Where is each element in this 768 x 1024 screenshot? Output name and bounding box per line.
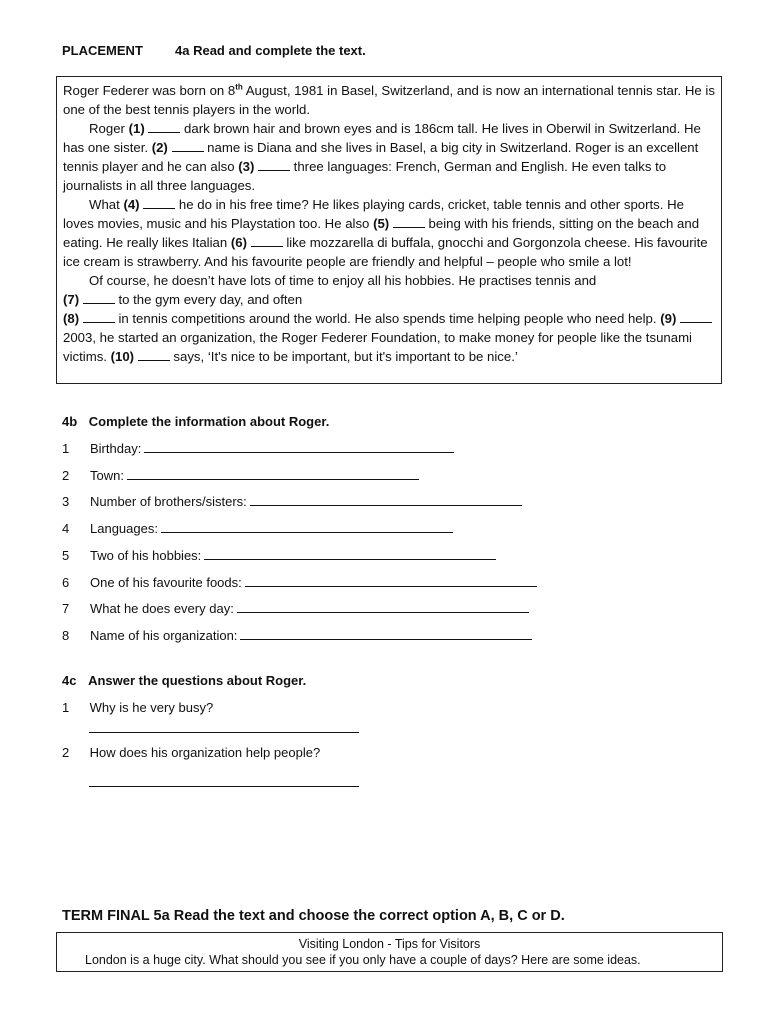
passage-text: like mozzarella di buffala, gnocchi and Gorgonzola cheese. His favourite ice cream is strawberry. And his favourite people are friendly and helpful – people who smile a lot! [63,235,708,269]
info-item [62,627,532,645]
passage-paragraph [63,119,715,195]
gap-number: (8) [63,311,80,326]
item-number: 7 [62,601,70,617]
london-text-box [56,932,723,972]
item-label: Town: [90,467,124,483]
fill-in-blank[interactable] [680,312,712,323]
gap-number: (4) [123,197,140,212]
answer-line[interactable] [89,732,359,733]
passage-text: What [89,197,124,212]
gap-number: (5) [373,216,390,231]
london-box-title: Visiting London - Tips for Visitors [298,937,481,951]
item-label: Number of brothers/sisters: [90,494,247,510]
item-number: 2 [62,467,70,483]
fill-in-blank[interactable] [83,312,115,323]
info-item [62,600,529,618]
gap-number: (6) [230,235,247,250]
passage-text: to the gym every day, and often [114,292,303,307]
answer-line[interactable] [161,520,453,533]
gap-number: (2) [151,140,168,155]
london-box-text: London is a huge city. What should you see if you only have a couple of days? Here are some ideas. [85,953,641,967]
info-item [62,520,453,538]
passage-paragraph [63,81,715,119]
task-4a-heading: 4a Read and complete the text. [175,43,366,58]
passage-text: Roger [89,121,129,136]
passage-text: three languages: French, German and English. He even talks to journalists in all three languages. [63,159,667,193]
item-number: 6 [62,574,70,590]
answer-line[interactable] [240,627,532,640]
fill-in-blank[interactable] [148,122,180,133]
item-label: Languages: [90,521,158,537]
passage-text: being with his friends, sitting on the beach and eating. He really likes Italian [63,216,700,250]
passage-text: name is Diana and she lives in Basel, a big city in Switzerland. Roger is an excellent tennis player and he can also [63,140,699,174]
passage-text: in tennis competitions around the world. He also spends time helping people who need help. [114,311,661,326]
item-number: 5 [62,547,70,563]
section-4c-title: Answer the questions about Roger. [88,673,307,688]
fill-in-blank[interactable] [258,160,290,171]
info-item [62,574,537,592]
passage-paragraph [63,309,715,366]
item-label: Birthday: [90,441,142,456]
fill-in-blank[interactable] [393,217,425,228]
passage-text: he do in his free time? He likes playing cards, cricket, table tennis and other sports. He loves movies, music and his Playstation too. He also [63,197,684,231]
passage-text: says, ‘It's nice to be important, but it's important to be nice.’ [169,349,518,364]
question-text: How does his organization help people? [89,745,321,760]
answer-line[interactable] [144,440,454,453]
passage-text: dark brown hair and brown eyes and is 186cm tall. He lives in Oberwil in Switzerland. He has one sister. [63,121,701,155]
question-number: 1 [62,700,70,715]
answer-line[interactable] [237,600,529,613]
fill-in-blank[interactable] [143,198,175,209]
item-label: What he does every day: [90,601,234,617]
passage-text: August, 1981 in Basel, Switzerland, and is now an international tennis star. He is one of the best tennis players in the world. [63,83,715,117]
fill-in-blank[interactable] [172,141,204,152]
answer-line[interactable] [89,786,359,787]
reading-passage [56,76,722,384]
question-item [62,700,213,718]
info-item [62,440,454,458]
answer-line[interactable] [127,467,419,480]
term-final-heading: TERM FINAL 5a Read the text and choose the correct option A, B, C or D. [62,908,565,924]
gap-number: (7) [63,292,80,307]
passage-paragraph [63,195,715,271]
fill-in-blank[interactable] [83,293,115,304]
gap-number: (3) [238,159,255,174]
gap-number: (1) [128,121,145,136]
item-number: 1 [62,441,70,456]
item-label: Name of his organization: [90,627,238,643]
section-4c-heading [62,673,306,688]
item-number: 3 [62,494,70,510]
section-4b-title: Complete the information about Roger. [88,414,330,429]
section-4b-number: 4b [62,414,78,429]
question-text: Why is he very busy? [89,700,214,715]
answer-line[interactable] [245,574,537,587]
section-4c-number: 4c [62,673,77,688]
passage-text: th [235,82,243,92]
info-item [62,493,522,511]
question-number: 2 [62,745,70,760]
answer-line[interactable] [250,493,522,506]
passage-paragraph [63,271,715,290]
item-label: Two of his hobbies: [90,547,202,563]
placement-label: PLACEMENT [62,43,143,58]
passage-text: Roger Federer was born on 8 [63,83,236,98]
answer-line[interactable] [204,547,496,560]
passage-text: 2003, he started an organization, the Roger Federer Foundation, to make money for people like the tsunami victims. [63,330,692,364]
item-number: 8 [62,627,70,643]
fill-in-blank[interactable] [138,350,170,361]
item-number: 4 [62,521,70,537]
passage-text: Of course, he doesn’t have lots of time to enjoy all his hobbies. He practises tennis and [89,273,597,288]
gap-number: (10) [110,349,135,364]
section-4b-heading [62,414,329,429]
info-item [62,547,496,565]
item-label: One of his favourite foods: [90,574,242,590]
info-item [62,467,419,485]
question-item [62,745,320,763]
gap-number: (9) [660,311,677,326]
fill-in-blank[interactable] [251,236,283,247]
passage-paragraph [63,290,715,309]
